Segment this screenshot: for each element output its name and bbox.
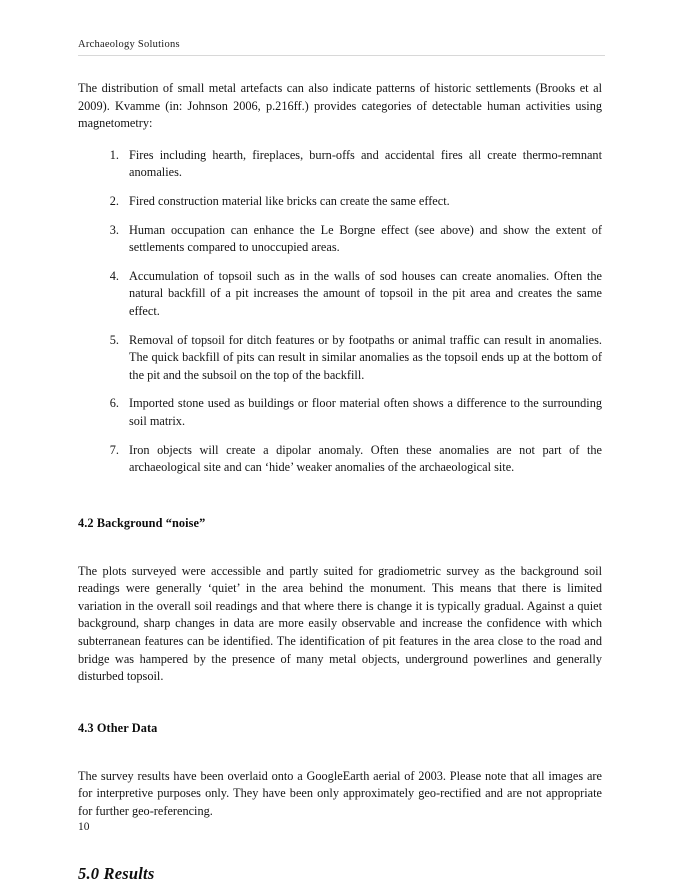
list-item: Human occupation can enhance the Le Borgne effect (see above) and show the extent of settlements compared to unoccupied areas. — [129, 222, 602, 255]
page-number: 10 — [78, 821, 90, 833]
spacer — [78, 532, 602, 563]
list-item: Fires including hearth, fireplaces, burn-offs and accidental fires all create thermo-remnant anomalies. — [129, 147, 602, 180]
running-header-text: Archaeology Solutions — [78, 39, 180, 50]
spacer — [78, 477, 602, 515]
section-4-2-paragraph: The plots surveyed were accessible and partly suited for gradiometric survey as the background soil readings were generally ‘quiet’ in the area behind the monument. This means that there is limited variation in the overall soil readings and that where there is change it is typically gradual. Against a quiet background, sharp changes in data are more easily observable and increase the confidence with which subterranean features can be identified. The identification of pit features in the area close to the road and bridge was hampered by the presence of many metal objects, underground powerlines and generally disturbed topsoil. — [78, 563, 602, 684]
list-item: Imported stone used as buildings or floor material often shows a difference to the surrounding soil matrix. — [129, 396, 602, 428]
magnetometry-category-list — [78, 147, 602, 477]
spacer — [78, 737, 602, 768]
spacer — [78, 686, 602, 720]
page-content — [78, 80, 602, 884]
section-heading-4-2: 4.2 Background “noise” — [78, 515, 206, 530]
header-divider-rule — [78, 55, 605, 56]
list-item: Removal of topsoil for ditch features or by footpaths or animal traffic can result in anomalies. The quick backfill of pits can result in similar anomalies as the topsoil ends up at the bottom of the pit and the subsoil on the top of the backfill. — [129, 332, 602, 382]
section-heading-5-0: 5.0 Results — [78, 863, 155, 883]
running-header — [78, 39, 605, 56]
intro-paragraph: The distribution of small metal artefacts can also indicate patterns of historic settlements (Brooks et al 2009). Kvamme (in: Johnson 2006, p.216ff.) provides categories of detectable human activities using magnetometry: — [78, 81, 602, 131]
spacer — [78, 821, 602, 864]
list-item: Accumulation of topsoil such as in the walls of sod houses can create anomalies. Often the natural backfill of a pit increases the amount of topsoil in the pit area and creates the same effect. — [129, 268, 602, 318]
list-item: Iron objects will create a dipolar anomaly. Often these anomalies are not part of the archaeological site and can ‘hide’ weaker anomalies of the archaeological site. — [129, 442, 602, 475]
list-item: Fired construction material like bricks can create the same effect. — [129, 193, 450, 208]
section-heading-4-3: 4.3 Other Data — [78, 720, 158, 735]
section-4-3-paragraph: The survey results have been overlaid onto a GoogleEarth aerial of 2003. Please note that all images are for interpretive purposes only. They have been only approximately geo-rectified and are not appropriate for further geo-referencing. — [78, 768, 602, 819]
spacer — [78, 133, 602, 147]
